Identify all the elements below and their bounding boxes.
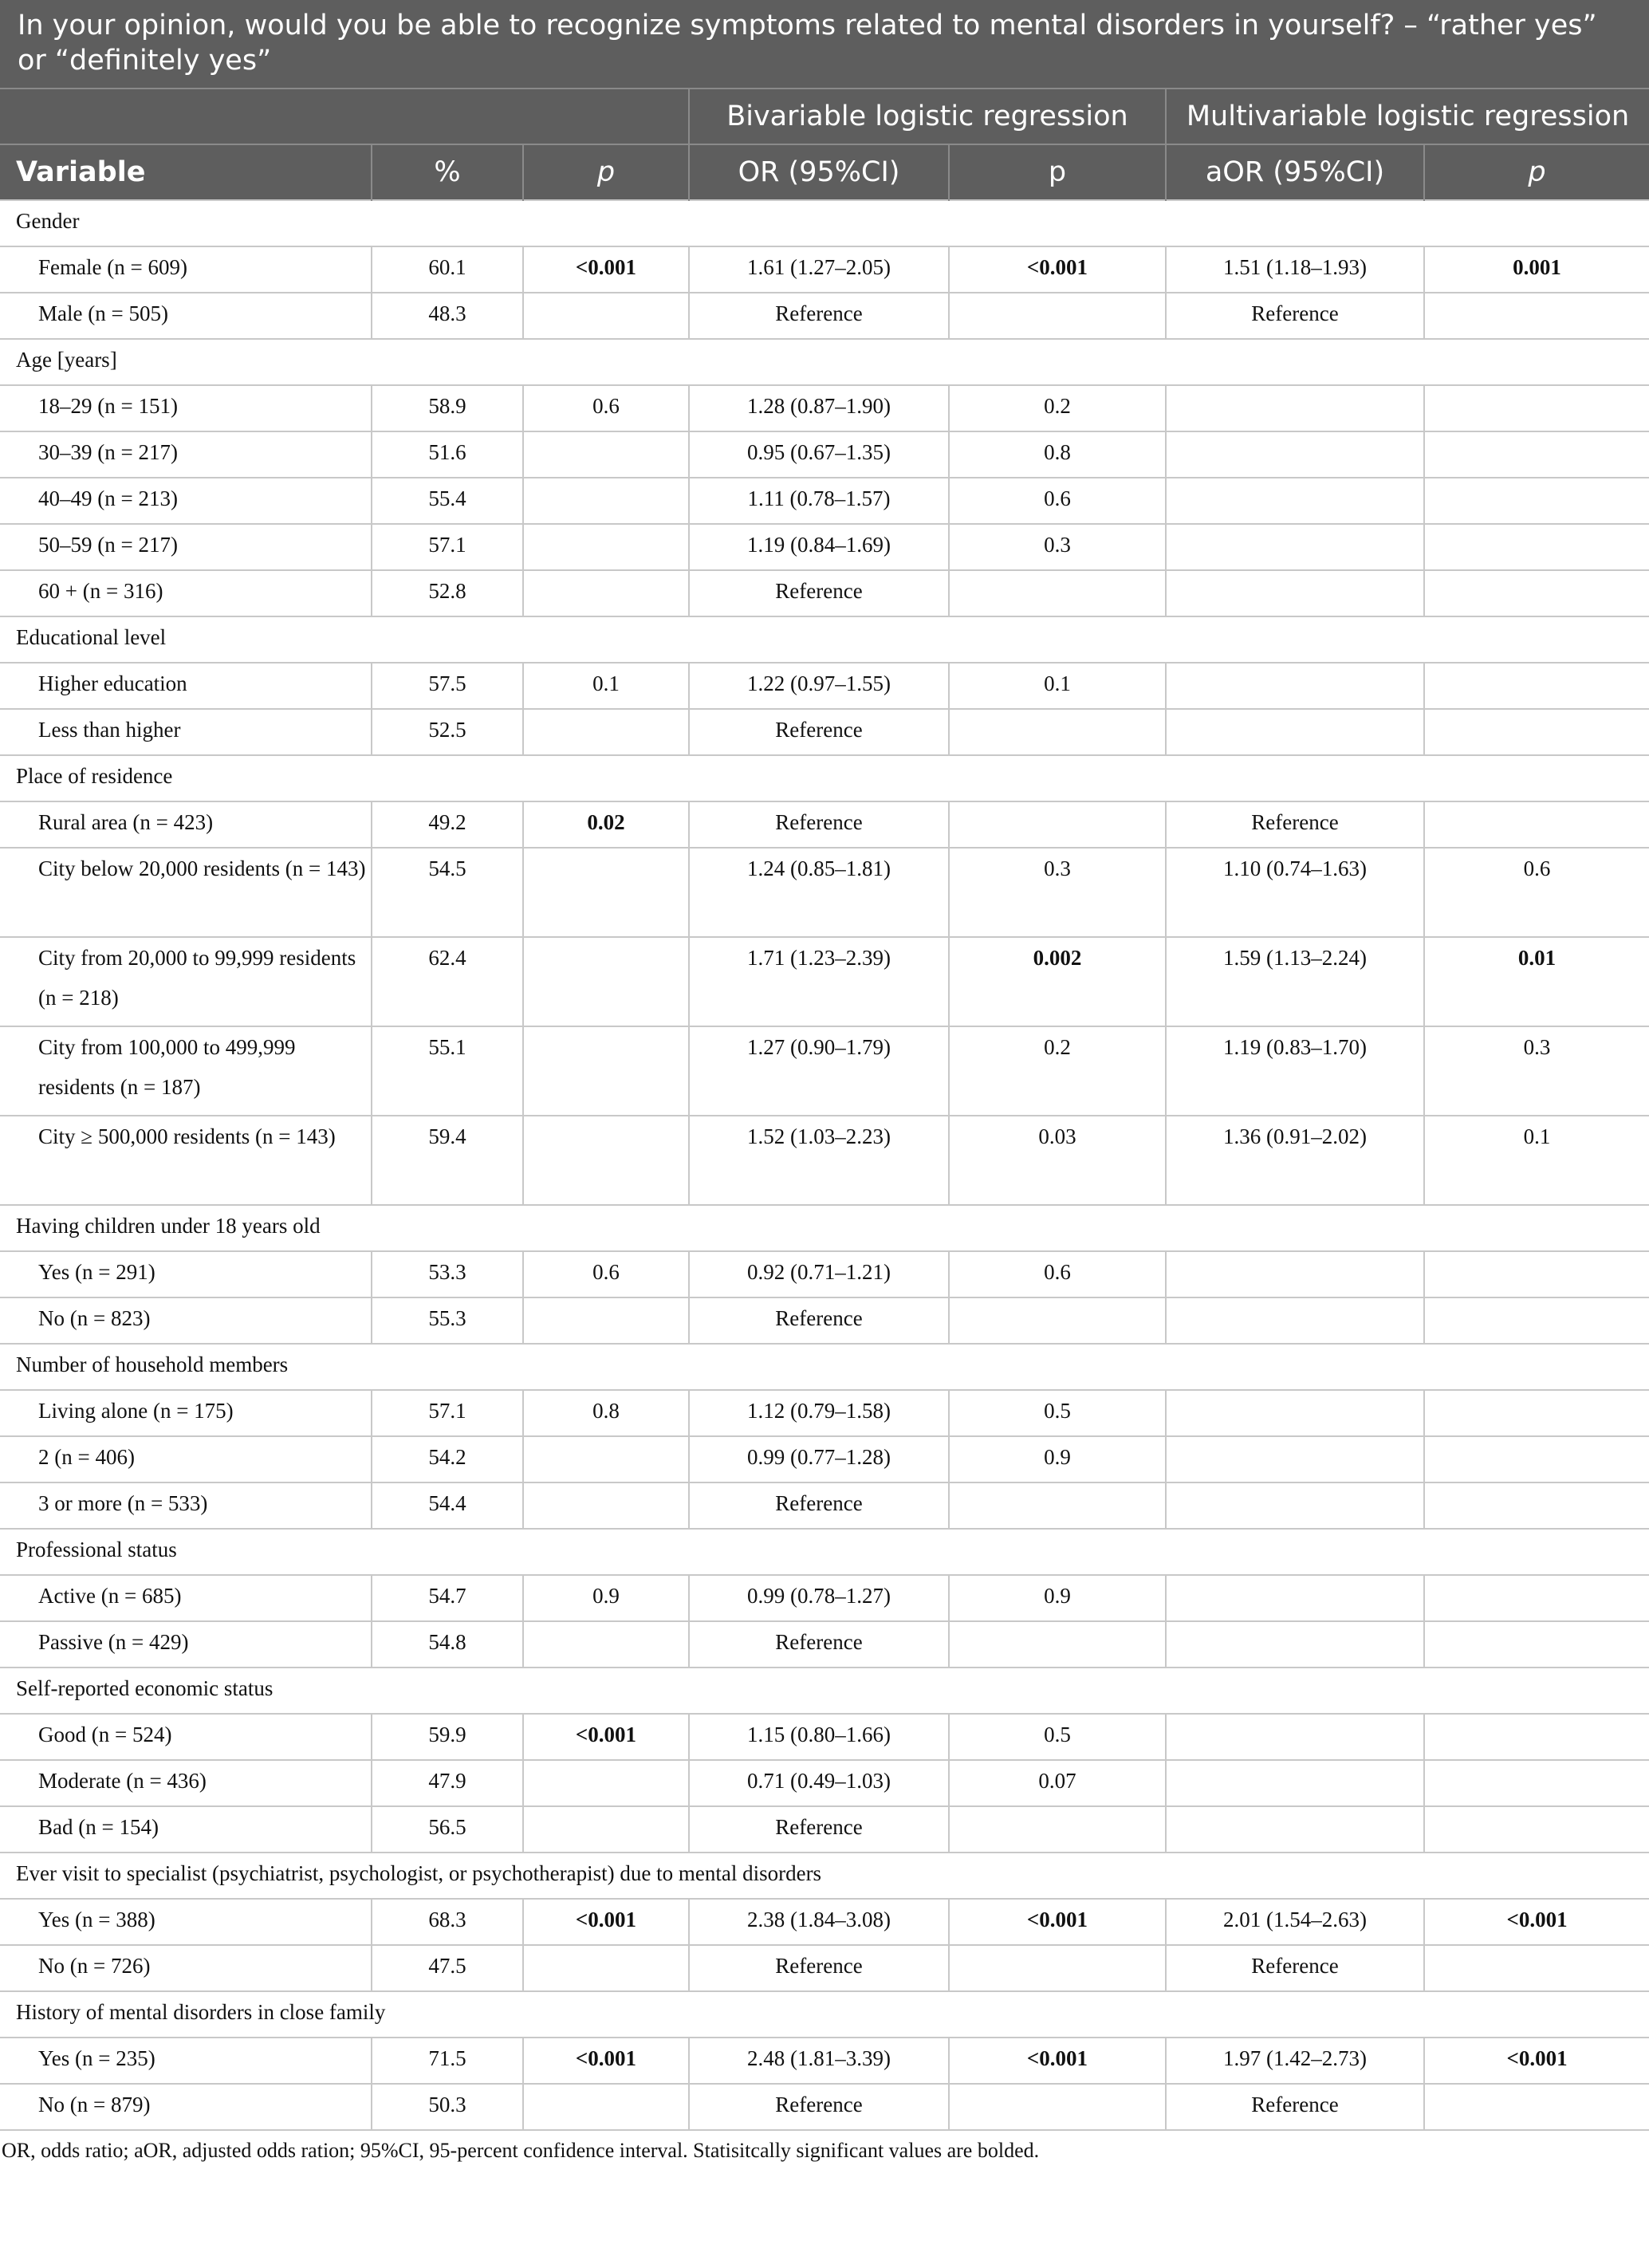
odds-ratio-cell: Reference [689, 1806, 949, 1853]
p-value-cell: 0.02 [523, 801, 689, 848]
adjusted-odds-ratio-cell [1166, 1390, 1424, 1436]
bivariable-p-cell: 0.5 [949, 1714, 1166, 1760]
p-value-cell [523, 570, 689, 616]
table-row [0, 1806, 1649, 1853]
odds-ratio-cell: Reference [689, 2084, 949, 2130]
percent-cell: 48.3 [372, 293, 523, 339]
row-label: City below 20,000 residents (n = 143) [0, 848, 372, 937]
category-row [0, 200, 1649, 246]
adjusted-odds-ratio-cell: Reference [1166, 293, 1424, 339]
category-label: Gender [0, 200, 1649, 246]
adjusted-odds-ratio-cell: 1.10 (0.74–1.63) [1166, 848, 1424, 937]
bivariable-p-cell: 0.3 [949, 848, 1166, 937]
bivariable-p-cell: 0.9 [949, 1575, 1166, 1621]
p-value-cell [523, 1482, 689, 1529]
percent-cell: 54.2 [372, 1436, 523, 1482]
category-row [0, 1853, 1649, 1899]
multivariable-p-cell [1424, 801, 1649, 848]
odds-ratio-cell: 1.15 (0.80–1.66) [689, 1714, 949, 1760]
row-label: City from 100,000 to 499,999 residents (n = 187) [0, 1026, 372, 1116]
adjusted-odds-ratio-cell [1166, 1575, 1424, 1621]
multivariable-p-cell [1424, 1297, 1649, 1344]
row-label: Active (n = 685) [0, 1575, 372, 1621]
percent-cell: 55.1 [372, 1026, 523, 1116]
column-header-variable: Variable [0, 144, 372, 200]
p-value-cell [523, 1297, 689, 1344]
percent-cell: 55.4 [372, 478, 523, 524]
row-label: 2 (n = 406) [0, 1436, 372, 1482]
bivariable-p-cell: <0.001 [949, 1899, 1166, 1945]
adjusted-odds-ratio-cell [1166, 1251, 1424, 1297]
bivariable-p-cell [949, 293, 1166, 339]
multivariable-p-cell [1424, 1390, 1649, 1436]
multivariable-p-cell [1424, 293, 1649, 339]
p-value-cell [523, 709, 689, 755]
p-value-cell: 0.8 [523, 1390, 689, 1436]
adjusted-odds-ratio-cell [1166, 1482, 1424, 1529]
odds-ratio-cell: Reference [689, 1297, 949, 1344]
odds-ratio-cell: 2.48 (1.81–3.39) [689, 2038, 949, 2084]
odds-ratio-cell: 1.61 (1.27–2.05) [689, 246, 949, 293]
p-value-cell [523, 1945, 689, 1991]
category-label: Number of household members [0, 1344, 1649, 1390]
table-body [0, 200, 1649, 2130]
row-label: Yes (n = 388) [0, 1899, 372, 1945]
table-row [0, 1026, 1649, 1116]
table-row [0, 1297, 1649, 1344]
category-row [0, 755, 1649, 801]
p-value-cell [523, 937, 689, 1026]
bivariable-p-cell [949, 570, 1166, 616]
odds-ratio-cell: Reference [689, 293, 949, 339]
percent-cell: 52.8 [372, 570, 523, 616]
multivariable-p-cell [1424, 1806, 1649, 1853]
p-value-cell: <0.001 [523, 1714, 689, 1760]
percent-cell: 60.1 [372, 246, 523, 293]
row-label: Moderate (n = 436) [0, 1760, 372, 1806]
row-label: Rural area (n = 423) [0, 801, 372, 848]
p-value-cell [523, 431, 689, 478]
table-row [0, 246, 1649, 293]
p-value-cell [523, 1621, 689, 1668]
multivariable-p-cell [1424, 1714, 1649, 1760]
percent-cell: 54.8 [372, 1621, 523, 1668]
odds-ratio-cell: 0.99 (0.77–1.28) [689, 1436, 949, 1482]
adjusted-odds-ratio-cell: 1.19 (0.83–1.70) [1166, 1026, 1424, 1116]
table-row [0, 1251, 1649, 1297]
bivariable-p-cell: 0.002 [949, 937, 1166, 1026]
odds-ratio-cell: 1.71 (1.23–2.39) [689, 937, 949, 1026]
category-row [0, 339, 1649, 385]
multivariable-p-cell [1424, 1251, 1649, 1297]
odds-ratio-cell: Reference [689, 1621, 949, 1668]
adjusted-odds-ratio-cell [1166, 570, 1424, 616]
category-label: Age [years] [0, 339, 1649, 385]
multivariable-p-cell [1424, 1945, 1649, 1991]
category-row [0, 1668, 1649, 1714]
row-label: City ≥ 500,000 residents (n = 143) [0, 1116, 372, 1205]
group-header-bivariable: Bivariable logistic regression [689, 89, 1166, 144]
percent-cell: 47.5 [372, 1945, 523, 1991]
row-label: No (n = 823) [0, 1297, 372, 1344]
table-row [0, 2038, 1649, 2084]
bivariable-p-cell [949, 709, 1166, 755]
adjusted-odds-ratio-cell: Reference [1166, 1945, 1424, 1991]
percent-cell: 58.9 [372, 385, 523, 431]
bivariable-p-cell [949, 1621, 1166, 1668]
table-row [0, 801, 1649, 848]
row-label: No (n = 879) [0, 2084, 372, 2130]
adjusted-odds-ratio-cell: 2.01 (1.54–2.63) [1166, 1899, 1424, 1945]
footnote: OR, odds ratio; aOR, adjusted odds ration; 95%CI, 95-percent confidence interval. Statisitcally significant values are bolded. [2, 2139, 1040, 2162]
bivariable-p-cell: 0.1 [949, 663, 1166, 709]
adjusted-odds-ratio-cell [1166, 1621, 1424, 1668]
p-value-cell: <0.001 [523, 1899, 689, 1945]
adjusted-odds-ratio-cell: 1.97 (1.42–2.73) [1166, 2038, 1424, 2084]
adjusted-odds-ratio-cell [1166, 663, 1424, 709]
multivariable-p-cell [1424, 1436, 1649, 1482]
odds-ratio-cell: 0.92 (0.71–1.21) [689, 1251, 949, 1297]
p-value-cell [523, 848, 689, 937]
odds-ratio-cell: 1.27 (0.90–1.79) [689, 1026, 949, 1116]
category-label: Place of residence [0, 755, 1649, 801]
p-value-cell: 0.6 [523, 385, 689, 431]
row-label: 3 or more (n = 533) [0, 1482, 372, 1529]
percent-cell: 59.9 [372, 1714, 523, 1760]
percent-cell: 68.3 [372, 1899, 523, 1945]
category-label: Professional status [0, 1529, 1649, 1575]
bivariable-p-cell [949, 1806, 1166, 1853]
table-row [0, 1116, 1649, 1205]
multivariable-p-cell [1424, 431, 1649, 478]
adjusted-odds-ratio-cell [1166, 1714, 1424, 1760]
row-label: Passive (n = 429) [0, 1621, 372, 1668]
odds-ratio-cell: Reference [689, 1482, 949, 1529]
table-row [0, 937, 1649, 1026]
category-label: Ever visit to specialist (psychiatrist, psychologist, or psychotherapist) due to mental disorders [0, 1853, 1649, 1899]
odds-ratio-cell: 0.99 (0.78–1.27) [689, 1575, 949, 1621]
percent-cell: 47.9 [372, 1760, 523, 1806]
percent-cell: 50.3 [372, 2084, 523, 2130]
multivariable-p-cell: 0.001 [1424, 246, 1649, 293]
row-label: 60 + (n = 316) [0, 570, 372, 616]
p-value-cell [523, 2084, 689, 2130]
table-row [0, 1621, 1649, 1668]
table-row [0, 431, 1649, 478]
category-row [0, 1205, 1649, 1251]
category-row [0, 1991, 1649, 2038]
p-value-cell [523, 1116, 689, 1205]
percent-cell: 53.3 [372, 1251, 523, 1297]
column-header-p-multivariable: p [1424, 144, 1649, 200]
table-row [0, 1714, 1649, 1760]
bivariable-p-cell: 0.2 [949, 385, 1166, 431]
bivariable-p-cell [949, 1297, 1166, 1344]
bivariable-p-cell: 0.03 [949, 1116, 1166, 1205]
adjusted-odds-ratio-cell: 1.51 (1.18–1.93) [1166, 246, 1424, 293]
bivariable-p-cell [949, 801, 1166, 848]
adjusted-odds-ratio-cell [1166, 709, 1424, 755]
bivariable-p-cell [949, 1482, 1166, 1529]
odds-ratio-cell: 0.95 (0.67–1.35) [689, 431, 949, 478]
multivariable-p-cell [1424, 478, 1649, 524]
multivariable-p-cell: 0.01 [1424, 937, 1649, 1026]
adjusted-odds-ratio-cell [1166, 1436, 1424, 1482]
adjusted-odds-ratio-cell: 1.59 (1.13–2.24) [1166, 937, 1424, 1026]
odds-ratio-cell: 1.52 (1.03–2.23) [689, 1116, 949, 1205]
multivariable-p-cell [1424, 570, 1649, 616]
bivariable-p-cell: 0.8 [949, 431, 1166, 478]
odds-ratio-cell: 0.71 (0.49–1.03) [689, 1760, 949, 1806]
category-row [0, 1529, 1649, 1575]
p-value-cell [523, 1806, 689, 1853]
table-row [0, 1945, 1649, 1991]
odds-ratio-cell: 1.22 (0.97–1.55) [689, 663, 949, 709]
multivariable-p-cell: 0.3 [1424, 1026, 1649, 1116]
group-header-empty [0, 89, 689, 144]
category-label: Self-reported economic status [0, 1668, 1649, 1714]
multivariable-p-cell: 0.1 [1424, 1116, 1649, 1205]
table-row [0, 1575, 1649, 1621]
row-label: Bad (n = 154) [0, 1806, 372, 1853]
p-value-cell [523, 293, 689, 339]
row-label: Female (n = 609) [0, 246, 372, 293]
p-value-cell: <0.001 [523, 2038, 689, 2084]
multivariable-p-cell [1424, 1482, 1649, 1529]
odds-ratio-cell: 1.12 (0.79–1.58) [689, 1390, 949, 1436]
p-value-cell: 0.6 [523, 1251, 689, 1297]
percent-cell: 57.5 [372, 663, 523, 709]
table-row [0, 848, 1649, 937]
table-row [0, 1760, 1649, 1806]
odds-ratio-cell: Reference [689, 801, 949, 848]
p-value-cell [523, 1760, 689, 1806]
percent-cell: 59.4 [372, 1116, 523, 1205]
category-label: Having children under 18 years old [0, 1205, 1649, 1251]
row-label: 50–59 (n = 217) [0, 524, 372, 570]
table-row [0, 524, 1649, 570]
multivariable-p-cell [1424, 1621, 1649, 1668]
percent-cell: 62.4 [372, 937, 523, 1026]
adjusted-odds-ratio-cell [1166, 478, 1424, 524]
row-label: Living alone (n = 175) [0, 1390, 372, 1436]
table-row [0, 663, 1649, 709]
odds-ratio-cell: 1.19 (0.84–1.69) [689, 524, 949, 570]
table-row [0, 709, 1649, 755]
column-header-percent: % [372, 144, 523, 200]
percent-cell: 52.5 [372, 709, 523, 755]
multivariable-p-cell [1424, 385, 1649, 431]
table-row [0, 385, 1649, 431]
adjusted-odds-ratio-cell: 1.36 (0.91–2.02) [1166, 1116, 1424, 1205]
row-label: 30–39 (n = 217) [0, 431, 372, 478]
row-label: Yes (n = 291) [0, 1251, 372, 1297]
row-label: Male (n = 505) [0, 293, 372, 339]
percent-cell: 54.7 [372, 1575, 523, 1621]
multivariable-p-cell [1424, 663, 1649, 709]
bivariable-p-cell: <0.001 [949, 246, 1166, 293]
percent-cell: 56.5 [372, 1806, 523, 1853]
bivariable-p-cell: 0.6 [949, 1251, 1166, 1297]
table-row [0, 570, 1649, 616]
p-value-cell [523, 478, 689, 524]
bivariable-p-cell: 0.2 [949, 1026, 1166, 1116]
odds-ratio-cell: 1.28 (0.87–1.90) [689, 385, 949, 431]
row-label: 40–49 (n = 213) [0, 478, 372, 524]
adjusted-odds-ratio-cell: Reference [1166, 801, 1424, 848]
bivariable-p-cell: <0.001 [949, 2038, 1166, 2084]
percent-cell: 51.6 [372, 431, 523, 478]
adjusted-odds-ratio-cell [1166, 385, 1424, 431]
row-label: City from 20,000 to 99,999 residents (n = 218) [0, 937, 372, 1026]
odds-ratio-cell: 1.11 (0.78–1.57) [689, 478, 949, 524]
odds-ratio-cell: Reference [689, 709, 949, 755]
bivariable-p-cell: 0.5 [949, 1390, 1166, 1436]
percent-cell: 57.1 [372, 1390, 523, 1436]
category-row [0, 616, 1649, 663]
table-row [0, 293, 1649, 339]
percent-cell: 54.5 [372, 848, 523, 937]
p-value-cell [523, 1436, 689, 1482]
bivariable-p-cell: 0.3 [949, 524, 1166, 570]
percent-cell: 55.3 [372, 1297, 523, 1344]
multivariable-p-cell: <0.001 [1424, 1899, 1649, 1945]
multivariable-p-cell [1424, 2084, 1649, 2130]
row-label: Less than higher [0, 709, 372, 755]
group-header-multivariable: Multivariable logistic regression [1166, 89, 1649, 144]
column-header-p: p [523, 144, 689, 200]
table-row [0, 1436, 1649, 1482]
percent-cell: 71.5 [372, 2038, 523, 2084]
p-value-cell [523, 524, 689, 570]
adjusted-odds-ratio-cell [1166, 1806, 1424, 1853]
column-header-or: OR (95%CI) [689, 144, 949, 200]
multivariable-p-cell: <0.001 [1424, 2038, 1649, 2084]
row-label: Good (n = 524) [0, 1714, 372, 1760]
odds-ratio-cell: 2.38 (1.84–3.08) [689, 1899, 949, 1945]
multivariable-p-cell [1424, 1575, 1649, 1621]
multivariable-p-cell [1424, 709, 1649, 755]
table-title: In your opinion, would you be able to recognize symptoms related to mental disorders in yourself? – “rather yes” or “definitely yes” [0, 0, 1649, 89]
row-label: Yes (n = 235) [0, 2038, 372, 2084]
odds-ratio-cell: 1.24 (0.85–1.81) [689, 848, 949, 937]
column-header-p-bivariable: p [949, 144, 1166, 200]
multivariable-p-cell [1424, 524, 1649, 570]
category-row [0, 1344, 1649, 1390]
p-value-cell: 0.9 [523, 1575, 689, 1621]
adjusted-odds-ratio-cell [1166, 1760, 1424, 1806]
bivariable-p-cell: 0.9 [949, 1436, 1166, 1482]
multivariable-p-cell [1424, 1760, 1649, 1806]
bivariable-p-cell [949, 1945, 1166, 1991]
adjusted-odds-ratio-cell [1166, 1297, 1424, 1344]
percent-cell: 54.4 [372, 1482, 523, 1529]
p-value-cell: 0.1 [523, 663, 689, 709]
p-value-cell: <0.001 [523, 246, 689, 293]
row-label: Higher education [0, 663, 372, 709]
table-row [0, 1390, 1649, 1436]
category-label: Educational level [0, 616, 1649, 663]
table-row [0, 478, 1649, 524]
table-row [0, 1482, 1649, 1529]
table-row [0, 2084, 1649, 2130]
multivariable-p-cell: 0.6 [1424, 848, 1649, 937]
category-label: History of mental disorders in close family [0, 1991, 1649, 2038]
percent-cell: 57.1 [372, 524, 523, 570]
bivariable-p-cell: 0.07 [949, 1760, 1166, 1806]
adjusted-odds-ratio-cell [1166, 524, 1424, 570]
adjusted-odds-ratio-cell [1166, 431, 1424, 478]
bivariable-p-cell [949, 2084, 1166, 2130]
percent-cell: 49.2 [372, 801, 523, 848]
row-label: 18–29 (n = 151) [0, 385, 372, 431]
odds-ratio-cell: Reference [689, 1945, 949, 1991]
column-header-aor: aOR (95%CI) [1166, 144, 1424, 200]
row-label: No (n = 726) [0, 1945, 372, 1991]
p-value-cell [523, 1026, 689, 1116]
bivariable-p-cell: 0.6 [949, 478, 1166, 524]
table-row [0, 1899, 1649, 1945]
adjusted-odds-ratio-cell: Reference [1166, 2084, 1424, 2130]
odds-ratio-cell: Reference [689, 570, 949, 616]
